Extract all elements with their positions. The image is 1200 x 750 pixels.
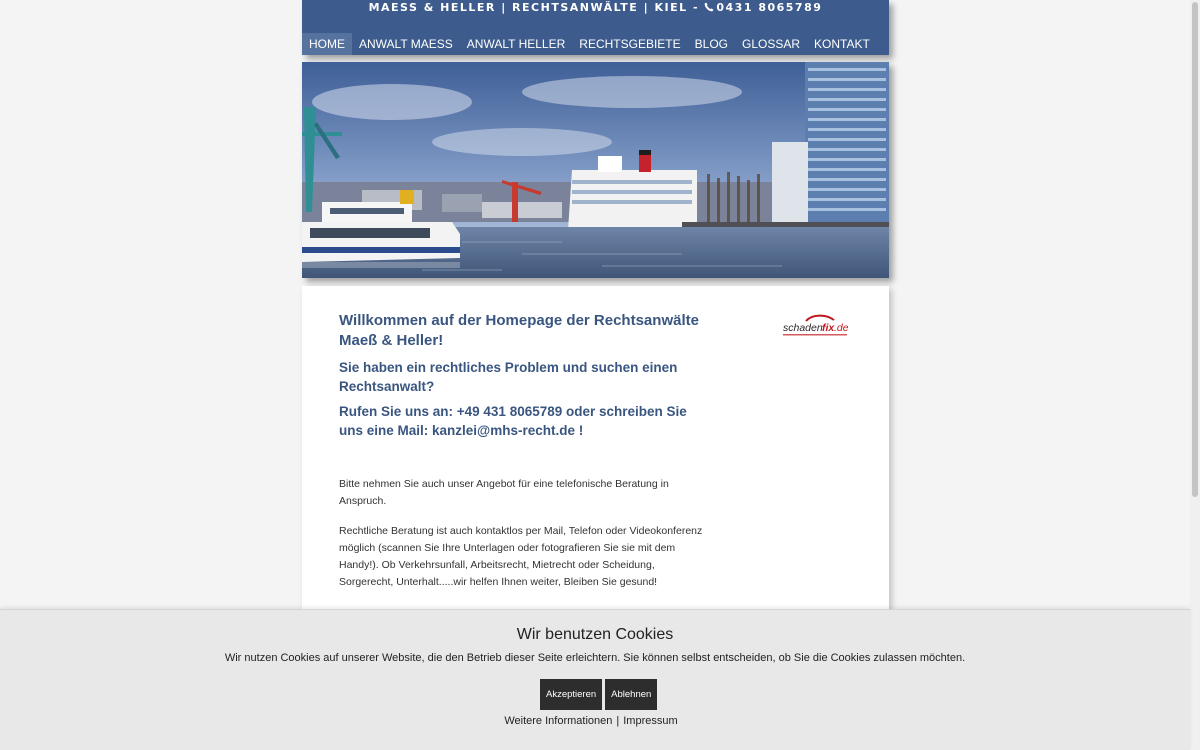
logo-text-fix: fix [822, 322, 835, 334]
main-nav [302, 33, 877, 55]
link-separator: | [616, 715, 620, 727]
nav-item-glossar[interactable]: GLOSSAR [742, 37, 801, 51]
imprint-link[interactable]: Impressum [623, 715, 678, 727]
nav-item-anwalt-heller[interactable]: ANWALT HELLER [466, 37, 566, 51]
site-header [302, 0, 889, 55]
nav-item-kontakt[interactable]: KONTAKT [814, 37, 870, 51]
phone-icon [704, 2, 714, 15]
header-title: MAESS & HELLER | RECHTSANWÄLTE | KIEL - [368, 1, 705, 14]
problem-heading: Sie haben ein rechtliches Problem und suchen einen Rechtsanwalt? [339, 360, 678, 394]
cookie-title: Wir benutzen Cookies [516, 626, 674, 643]
cookie-accept-button[interactable]: Akzeptieren [540, 679, 602, 710]
schadenfix-logo-graphic [782, 312, 848, 338]
nav-item-blog[interactable]: BLOG [694, 37, 728, 51]
cookie-decline-button[interactable]: Ablehnen [605, 679, 657, 710]
logo-text-schaden: schaden [783, 322, 823, 334]
header-phone[interactable]: 0431 8065789 [716, 1, 823, 14]
contactless-paragraph: Rechtliche Beratung ist auch kontaktlos per Mail, Telefon oder Videokonferenz möglich (scannen Sie Ihre Unterlagen oder fotografieren Sie sie mit dem Handy!). Ob Verkehrsunfall, Arbeitsrecht, Mietrecht oder Scheidung, Sorgerecht, Unterhalt.....wir helfen Ihnen weiter, Bleiben Sie gesund! [339, 525, 703, 588]
scrollbar-thumb[interactable] [1192, 2, 1198, 497]
logo-text-de: .de [834, 322, 848, 334]
harbour-illustration [302, 62, 889, 278]
more-info-link[interactable]: Weitere Informationen [504, 715, 613, 727]
call-heading: Rufen Sie uns an: +49 431 8065789 oder schreiben Sie uns eine Mail: kanzlei@mhs-recht.de ! [339, 404, 687, 438]
welcome-heading: Willkommen auf der Homepage der Rechtsanwälte Maeß & Heller! [339, 312, 699, 349]
scrollbar[interactable] [1190, 0, 1200, 750]
nav-item-home[interactable]: HOME [302, 33, 352, 55]
cookie-text: Wir nutzen Cookies auf unserer Website, die den Betrieb dieser Seite erleichtern. Sie können selbst entscheiden, ob Sie die Cookies zulassen möchten. [224, 652, 966, 664]
hero-image [302, 62, 889, 278]
phone-consult-paragraph: Bitte nehmen Sie auch unser Angebot für eine telefonische Beratung in Anspruch. [339, 478, 669, 507]
header-topline [302, 1, 889, 15]
cookie-banner [0, 609, 1190, 750]
nav-item-rechtsgebiete[interactable]: RECHTSGEBIETE [579, 37, 681, 51]
main-content [302, 286, 889, 616]
schadenfix-logo[interactable] [782, 312, 848, 338]
nav-item-anwalt-maess[interactable]: ANWALT MAESS [359, 37, 453, 51]
content-text [339, 311, 709, 591]
cookie-links [0, 715, 1182, 727]
cookie-buttons [540, 679, 657, 710]
